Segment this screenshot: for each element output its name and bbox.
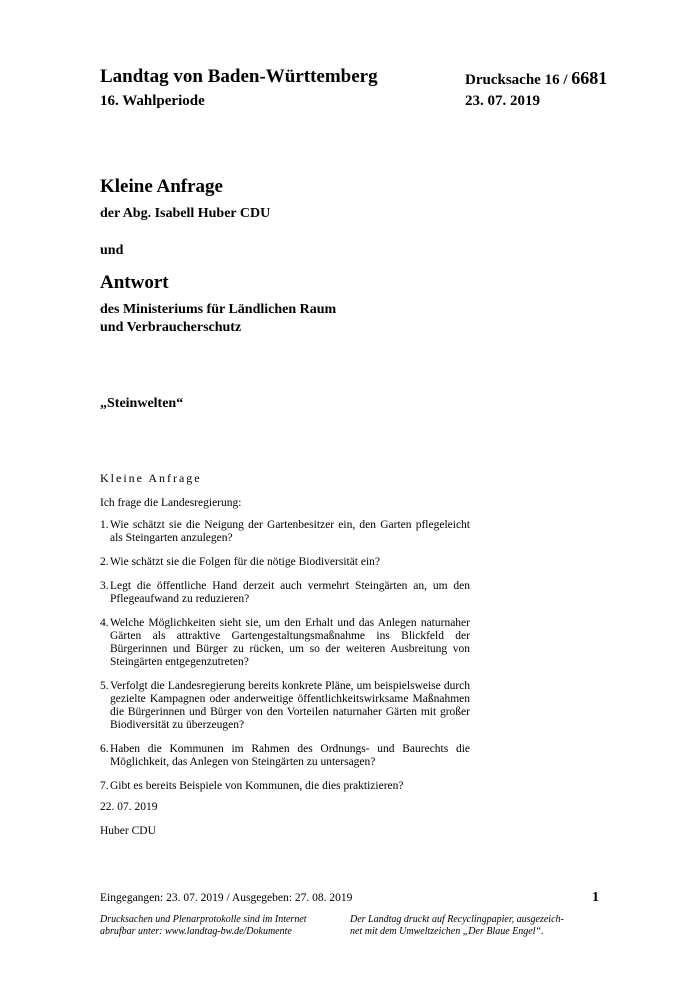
heading-kleine-anfrage: Kleine Anfrage: [100, 176, 223, 197]
footer-note-right: [350, 914, 564, 938]
section-label: Kleine Anfrage: [100, 471, 202, 485]
question-text: Wie schätzt sie die Folgen für die nötige Biodiversität ein?: [110, 556, 381, 568]
footer-note-left: [100, 914, 307, 938]
question-text: Legt die öffentliche Hand derzeit auch vermehrt Steingärten an, um den Pflegeaufwand zu reduzieren?: [110, 580, 470, 605]
parliament-name: Landtag von Baden-Württemberg: [100, 66, 378, 87]
footer-left-line-2: abrufbar unter: www.landtag-bw.de/Dokumente: [100, 926, 292, 937]
intro-text: Ich frage die Landesregierung:: [100, 497, 242, 509]
drucksache-label: Drucksache 16: [465, 72, 560, 88]
signature-date: 22. 07. 2019: [100, 801, 158, 813]
question-item: [100, 580, 470, 606]
question-number: 5.: [100, 680, 109, 692]
question-list: [100, 519, 470, 804]
drucksache-separator: /: [559, 72, 572, 88]
conjunction-und: und: [100, 243, 124, 258]
question-text: Verfolgt die Landesregierung bereits konkrete Pläne, um beispielsweise durch gezielte Kampagnen oder anderweitige öffentlichkeitswirksame Maßnahmen die Bürgerinnen und Bürger von den Vorteilen naturnaher Gärten mit großer Biodiversität zu überzeugen?: [110, 680, 470, 731]
ministry-line-1: des Ministeriums für Ländlichen Raum: [100, 302, 337, 317]
page-number: 1: [592, 890, 599, 905]
question-text: Wie schätzt sie die Neigung der Gartenbesitzer ein, den Garten pflegeleicht als Steingarten anzulegen?: [110, 519, 470, 544]
footer-right-line-2: net mit dem Umweltzeichen „Der Blaue Engel“.: [350, 926, 544, 937]
question-item: [100, 519, 470, 545]
subject-title: „Steinwelten“: [100, 396, 184, 411]
question-number: 4.: [100, 617, 109, 629]
question-text: Welche Möglichkeiten sieht sie, um den Erhalt und das Anlegen naturnaher Gärten als attraktive Gartengestaltungsmaßnahme ins Blickfeld der Bürgerinnen und Bürger zu rücken, um so der weiteren Ausbreitung von Steingärten entgegenzutreten?: [110, 617, 470, 668]
question-item: [100, 780, 470, 793]
footer-left-line-1: Drucksachen und Plenarprotokolle sind im Internet: [100, 914, 307, 925]
signature-name: Huber CDU: [100, 825, 156, 837]
heading-antwort: Antwort: [100, 272, 169, 293]
document-date: 23. 07. 2019: [465, 93, 540, 109]
question-item: [100, 617, 470, 669]
question-item: [100, 680, 470, 732]
inquiry-author: der Abg. Isabell Huber CDU: [100, 206, 271, 221]
question-number: 7.: [100, 780, 109, 792]
question-item: [100, 743, 470, 769]
drucksache-number: [465, 68, 607, 89]
question-number: 1.: [100, 519, 109, 531]
responding-ministry: [100, 301, 400, 337]
ministry-line-2: und Verbraucherschutz: [100, 320, 242, 335]
question-item: [100, 556, 470, 569]
question-number: 3.: [100, 580, 109, 592]
drucksache-id: 6681: [571, 68, 608, 88]
question-number: 6.: [100, 743, 109, 755]
received-issued-dates: Eingegangen: 23. 07. 2019 / Ausgegeben: 27. 08. 2019: [100, 892, 353, 904]
question-text: Haben die Kommunen im Rahmen des Ordnungs- und Baurechts die Möglichkeit, das Anlegen von Steingärten zu untersagen?: [110, 743, 470, 768]
legislative-period: 16. Wahlperiode: [100, 93, 205, 109]
footer-right-line-1: Der Landtag druckt auf Recyclingpapier, ausgezeich-: [350, 914, 564, 925]
question-number: 2.: [100, 556, 109, 568]
question-text: Gibt es bereits Beispiele von Kommunen, die dies praktizieren?: [110, 780, 404, 792]
